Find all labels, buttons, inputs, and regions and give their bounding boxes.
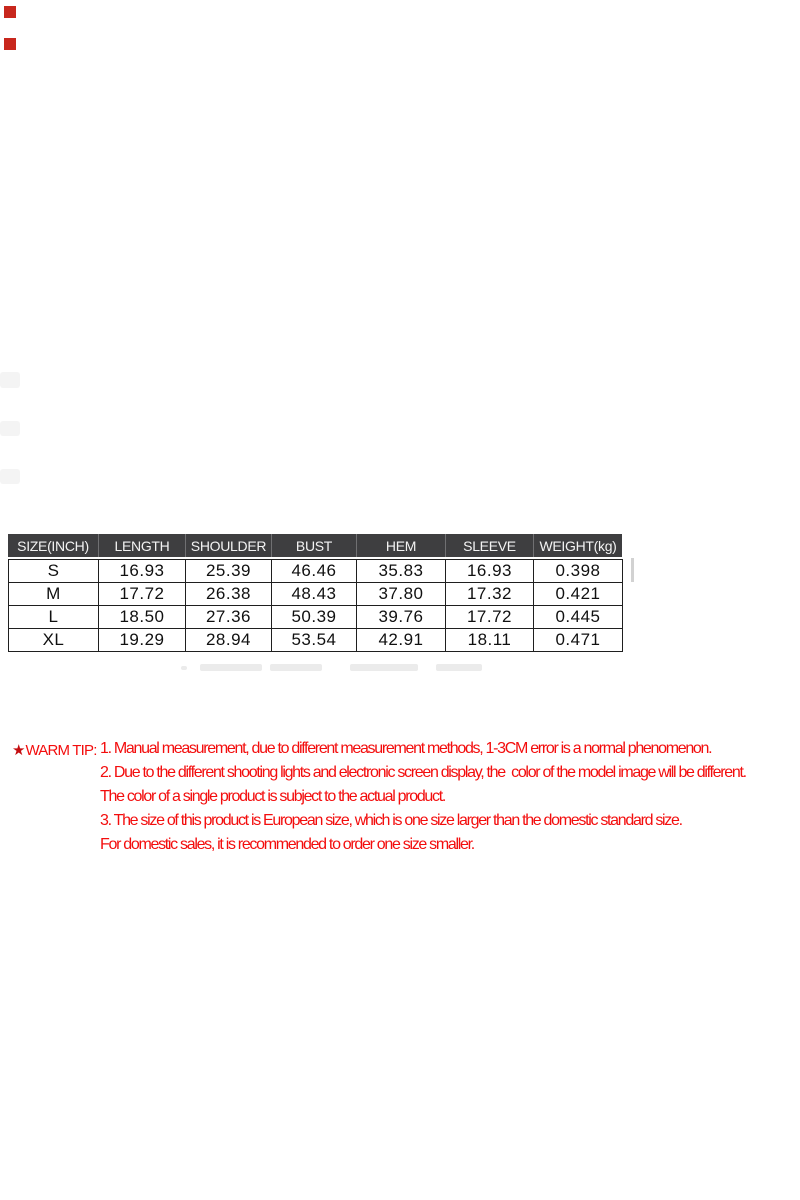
measurement-cell: 17.72 (99, 583, 186, 606)
edge-tick-artifact (631, 558, 634, 582)
size-cell: XL (9, 629, 99, 652)
measurement-cell: 16.93 (99, 560, 186, 583)
column-header-sleeve: SLEEVE (445, 534, 533, 557)
size-chart (8, 534, 622, 652)
measurement-cell: 0.471 (534, 629, 623, 652)
edge-smudge-artifact (0, 421, 20, 436)
measurement-cell: 18.11 (446, 629, 534, 652)
column-header-bust: BUST (271, 534, 356, 557)
warm-tip-line-5: For domestic sales, it is recommended to order one size smaller. (100, 836, 474, 853)
warm-tip-line-3: The color of a single product is subject to the actual product. (100, 788, 446, 805)
ghost-text-artifact (436, 664, 482, 671)
table-row-l (9, 606, 623, 629)
measurement-cell: 35.83 (357, 560, 446, 583)
measurement-cell: 53.54 (272, 629, 357, 652)
size-chart-header-row (8, 534, 622, 557)
measurement-cell: 27.36 (186, 606, 272, 629)
size-cell: S (9, 560, 99, 583)
measurement-cell: 0.398 (534, 560, 623, 583)
measurement-cell: 39.76 (357, 606, 446, 629)
measurement-cell: 25.39 (186, 560, 272, 583)
column-header-hem: HEM (356, 534, 445, 557)
red-crop-artifact (4, 38, 16, 50)
measurement-cell: 17.32 (446, 583, 534, 606)
warm-tip-section (0, 734, 800, 864)
size-chart-body (8, 559, 623, 652)
measurement-cell: 18.50 (99, 606, 186, 629)
ghost-text-artifact (200, 664, 262, 671)
edge-smudge-artifact (0, 372, 20, 388)
column-header-weight: WEIGHT(kg) (533, 534, 622, 557)
ghost-text-artifact (270, 664, 322, 671)
size-cell: M (9, 583, 99, 606)
warm-tip-line-4: 3. The size of this product is European size, which is one size larger than the domestic standard size. (100, 812, 682, 829)
measurement-cell: 48.43 (272, 583, 357, 606)
table-row-m (9, 583, 623, 606)
measurement-cell: 37.80 (357, 583, 446, 606)
warm-tip-line-2: 2. Due to the different shooting lights and electronic screen display, the color of the model image will be different. (100, 764, 746, 781)
size-cell: L (9, 606, 99, 629)
warm-tip-line-1: 1. Manual measurement, due to different measurement methods, 1-3CM error is a normal phenomenon. (100, 740, 712, 757)
table-row-s (9, 560, 623, 583)
measurement-cell: 42.91 (357, 629, 446, 652)
measurement-cell: 0.421 (534, 583, 623, 606)
measurement-cell: 46.46 (272, 560, 357, 583)
column-header-size: SIZE(INCH) (17, 537, 89, 554)
measurement-cell: 50.39 (272, 606, 357, 629)
edge-smudge-artifact (0, 469, 20, 484)
table-row-xl (9, 629, 623, 652)
column-header-length: LENGTH (98, 534, 185, 557)
measurement-cell: 0.445 (534, 606, 623, 629)
warm-tip-heading (12, 741, 97, 759)
red-crop-artifact (4, 6, 16, 18)
ghost-text-artifact (350, 664, 418, 671)
measurement-cell: 28.94 (186, 629, 272, 652)
warm-tip-label: WARM TIP: (25, 742, 97, 759)
measurement-cell: 19.29 (99, 629, 186, 652)
star-icon: ★ (12, 742, 26, 759)
measurement-cell: 17.72 (446, 606, 534, 629)
column-header-shoulder: SHOULDER (185, 534, 271, 557)
measurement-cell: 16.93 (446, 560, 534, 583)
measurement-cell: 26.38 (186, 583, 272, 606)
ghost-text-artifact (181, 666, 187, 670)
